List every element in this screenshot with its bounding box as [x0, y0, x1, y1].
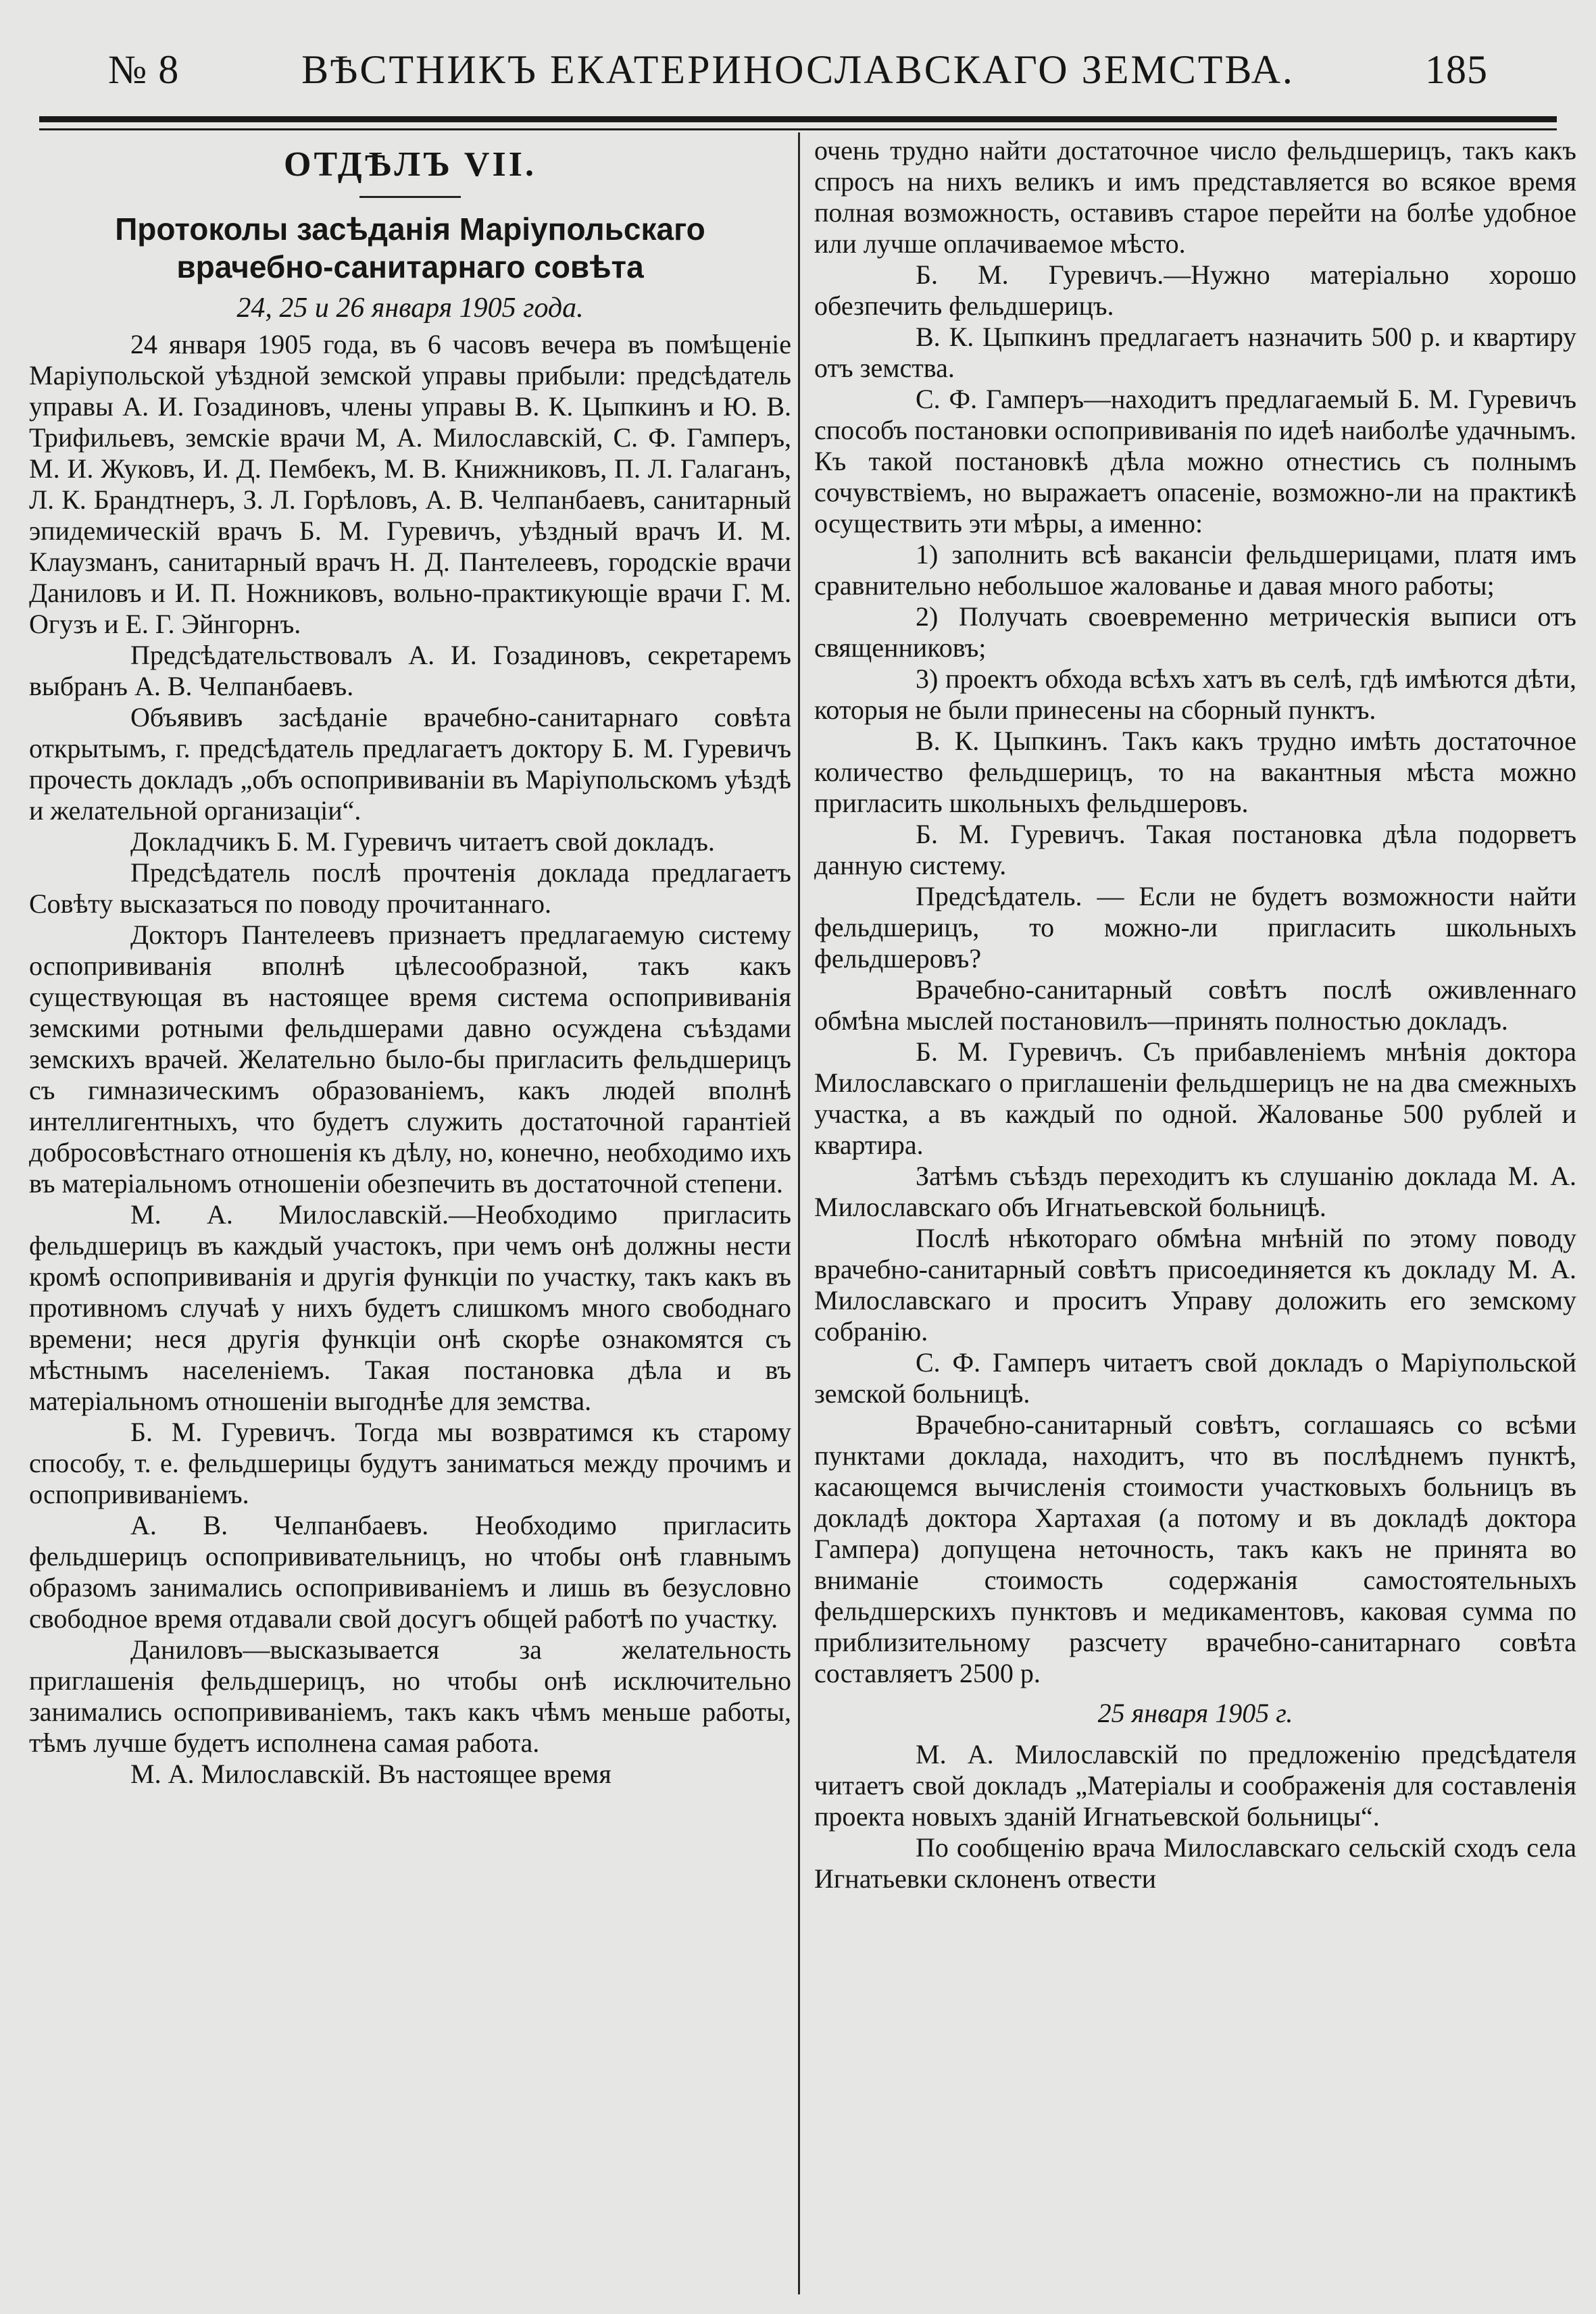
paragraph: Докладчикъ Б. М. Гуревичъ читаетъ свой докладъ. — [130, 826, 715, 857]
paragraph: В. К. Цыпкинъ. Такъ какъ трудно имѣть достаточное количество фельдшерицъ, то на вакантныя мѣста можно пригласить школьныхъ фельдшеровъ. — [814, 726, 1576, 818]
section-rule — [359, 196, 461, 198]
journal-title: ВѢСТНИКЪ ЕКАТЕРИНОСЛАВСКАГО ЗЕМСТВА. — [301, 47, 1295, 92]
paragraph: М. А. Милославскій. Въ настоящее время — [130, 1759, 612, 1789]
article-heading: Протоколы засѣданія Маріупольскаго врачебно-санитарнаго совѣта — [115, 211, 705, 284]
session-date: 25 января 1905 г. — [1097, 1698, 1293, 1728]
paragraph: 2) Получать своевременно метрическія выписи отъ священниковъ; — [814, 601, 1576, 663]
paragraph: Врачебно-санитарный совѣтъ, соглашаясь со всѣми пунктами доклада, находитъ, что въ послѣднемъ пунктѣ, касающемся вычисленія стоимости участковыхъ больницъ въ докладѣ доктора Хартахая (а потому и въ докладѣ доктора Гампера) допущена неточность, такъ какъ не принята во вниманіе стоимость содержанія самостоятельныхъ фельдшерскихъ пунктовъ и медикаментовъ, каковая сумма по приблизительному разсчету врачебно-санитарнаго совѣта составляетъ 2500 р. — [814, 1409, 1576, 1688]
paragraph: Предсѣдательствовалъ А. И. Гозадиновъ, секретаремъ выбранъ А. В. Челпанбаевъ. — [29, 640, 791, 701]
left-column-text — [29, 329, 791, 1790]
issue-number: № 8 — [108, 47, 180, 92]
paragraph: С. Ф. Гамперъ читаетъ свой докладъ о Маріупольской земской больницѣ. — [814, 1347, 1576, 1409]
paragraph: Врачебно-санитарный совѣтъ послѣ оживленнаго обмѣна мыслей постановилъ—принять полностью докладъ. — [814, 974, 1576, 1036]
article-date: 24, 25 и 26 января 1905 года. — [236, 293, 584, 324]
paragraph: С. Ф. Гамперъ—находитъ предлагаемый Б. М. Гуревичъ способъ постановки оспопрививанія по идеѣ наиболѣе удачнымъ. Къ такой постановкѣ дѣла можно отнестись съ полнымъ сочувствіемъ, но выражаетъ опасеніе, возможно-ли на практикѣ осуществить эти мѣры, а именно: — [814, 384, 1576, 538]
paragraph: По сообщенію врача Милославскаго сельскій сходъ села Игнатьевки склоненъ отвести — [814, 1832, 1576, 1894]
paragraph: Предсѣдатель послѣ прочтенія доклада предлагаетъ Совѣту высказаться по поводу прочитаннаго. — [29, 857, 791, 919]
paragraph: Предсѣдатель. — Если не будетъ возможности найти фельдшерицъ, то можно-ли пригласить школьныхъ фельдшеровъ? — [814, 881, 1576, 974]
right-column — [814, 135, 1576, 2284]
column-separator — [798, 132, 800, 2294]
paragraph: М. А. Милославскій.—Необходимо пригласить фельдшерицъ въ каждый участокъ, при чемъ онѣ должны нести кромѣ оспопрививанія и другія функціи по участку, такъ какъ въ противномъ случаѣ у нихъ будетъ слишкомъ много свободнаго времени; неся другія функціи онѣ скорѣе ознакомятся съ мѣстнымъ населеніемъ. Такая постановка дѣла и въ матеріальномъ отношеніи выгоднѣе для земства. — [29, 1199, 791, 1416]
paragraph: М. А. Милославскій по предложенію предсѣдателя читаетъ свой докладъ „Матеріалы и соображенія для составленія проекта новыхъ зданій Игнатьевской больницы“. — [814, 1739, 1576, 1832]
paragraph: 3) проектъ обхода всѣхъ хатъ въ селѣ, гдѣ имѣются дѣти, которыя не были принесены на сборный пунктъ. — [814, 663, 1576, 725]
paragraph: А. В. Челпанбаевъ. Необходимо пригласить фельдшерицъ оспопрививательницъ, но чтобы онѣ главнымъ образомъ занимались оспопрививаніемъ и лишь въ безусловно свободное время отдавали свой досугъ общей работѣ по участку. — [29, 1510, 791, 1634]
paragraph: Б. М. Гуревичъ. Тогда мы возвратимся къ старому способу, т. е. фельдшерицы будутъ заниматься между прочимъ и оспопрививаніемъ. — [29, 1417, 791, 1509]
right-column-text — [814, 135, 1576, 1689]
paragraph: 1) заполнить всѣ вакансіи фельдшерицами, платя имъ сравнительно небольшое жалованье и давая много работы; — [814, 539, 1576, 601]
right-column-text-continued — [814, 1739, 1576, 1894]
left-column — [29, 135, 791, 2284]
page-number: 185 — [1425, 47, 1488, 92]
section-title: ОТДѢЛЪ VII. — [284, 145, 537, 184]
header-rule-thin — [39, 128, 1557, 130]
paragraph: Б. М. Гуревичъ. Такая постановка дѣла подорветъ данную систему. — [814, 819, 1576, 880]
paragraph: Б. М. Гуревичъ.—Нужно матеріально хорошо обезпечить фельдшерицъ. — [814, 259, 1576, 321]
paragraph: Объявивъ засѣданіе врачебно-санитарнаго совѣта открытымъ, г. предсѣдатель предлагаетъ доктору Б. М. Гуревичъ прочесть докладъ „объ оспопрививаніи въ Маріупольскомъ уѣздѣ и желательной организаціи“. — [29, 702, 791, 826]
paragraph: Б. М. Гуревичъ. Съ прибавленіемъ мнѣнія доктора Милославскаго о приглашеніи фельдшерицъ не на два смежныхъ участка, а въ каждый по одной. Жалованье 500 рублей и квартира. — [814, 1036, 1576, 1160]
paragraph: Докторъ Пантелеевъ признаетъ предлагаемую систему оспопрививанія вполнѣ цѣлесообразной, такъ какъ существующая въ настоящее время система оспопрививанія земскими ротными фельдшерами давно осуждена съѣздами земскихъ врачей. Желательно было-бы пригласить фельдшерицъ съ гимназическимъ образованіемъ, какъ людей вполнѣ интеллигентныхъ, что будетъ служить достаточной гарантіей добросовѣстнаго отношенія къ дѣлу, но, конечно, необходимо ихъ въ матеріальномъ отношеніи обезпечить въ достаточной степени. — [29, 920, 791, 1199]
paragraph: Затѣмъ съѣздъ переходитъ къ слушанію доклада М. А. Милославскаго объ Игнатьевской больницѣ. — [814, 1161, 1576, 1222]
paragraph: 24 января 1905 года, въ 6 часовъ вечера въ помѣщеніе Маріупольской уѣздной земской управы прибыли: предсѣдатель управы А. И. Гозадиновъ, члены управы В. К. Цыпкинъ и Ю. В. Трифильевъ, земскіе врачи М, А. Милославскій, С. Ф. Гамперъ, М. И. Жуковъ, И. Д. Пембекъ, М. В. Книжниковъ, П. Л. Галаганъ, Л. К. Брандтнеръ, З. Л. Горѣловъ, А. В. Челпанбаевъ, санитарный эпидемическій врачъ Б. М. Гуревичъ, уѣздный врачъ И. М. Клаузманъ, санитарный врачъ Н. Д. Пантелеевъ, городскіе врачи Даниловъ и И. П. Ножниковъ, вольно-практикующіе врачи Г. М. Огузъ и Е. Г. Эйнгорнъ. — [29, 329, 791, 639]
running-header — [0, 39, 1596, 100]
paragraph: очень трудно найти достаточное число фельдшерицъ, такъ какъ спросъ на нихъ великъ и имъ представляется во всякое время полная возможность, оставивъ старое перейти на болѣе удобное или лучше оплачиваемое мѣсто. — [814, 135, 1576, 259]
paragraph: Даниловъ—высказывается за желательность приглашенія фельдшерицъ, но чтобы онѣ исключительно занимались оспопрививаніемъ, такъ какъ чѣмъ меньше работы, тѣмъ лучше будетъ исполнена самая работа. — [29, 1634, 791, 1758]
paragraph: Послѣ нѣкотораго обмѣна мнѣній по этому поводу врачебно-санитарный совѣтъ присоединяется къ докладу М. А. Милославскаго и проситъ Управу доложить его земскому собранію. — [814, 1223, 1576, 1347]
header-rule-thick — [39, 116, 1557, 122]
paragraph: В. К. Цыпкинъ предлагаетъ назначить 500 р. и квартиру отъ земства. — [814, 322, 1576, 383]
